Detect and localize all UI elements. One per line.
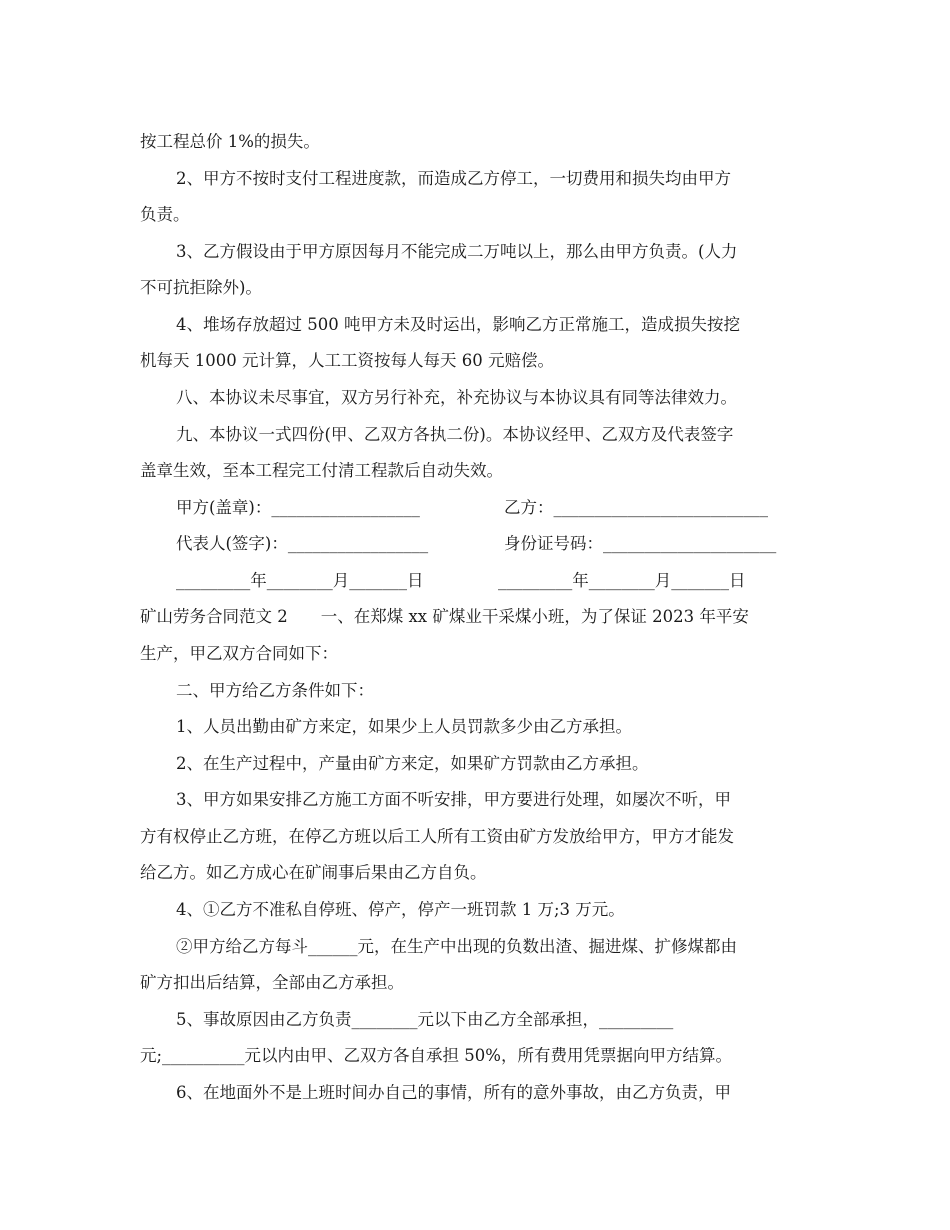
text-line: 元;__________元以内由甲、乙双方各自承担 50%，所有费用凭票据向甲方结算。 (140, 1046, 732, 1065)
text-line: 给乙方。如乙方成心在矿闹事后果由乙方自负。 (140, 863, 487, 882)
text-line: 二、甲方给乙方条件如下： (176, 681, 374, 700)
text-line: 3、甲方如果安排乙方施工方面不听安排，甲方要进行处理，如屡次不听，甲 (176, 790, 731, 809)
text-line: 2、甲方不按时支付工程进度款，而造成乙方停工，一切费用和损失均由甲方 (176, 169, 731, 188)
text-line: 盖章生效，至本工程完工付清工程款后自动失效。 (140, 461, 503, 480)
date-field-a: _________年________月_______日 (176, 571, 424, 590)
text-line: 不可抗拒除外)。 (140, 278, 262, 297)
text-line: 4、①乙方不准私自停班、停产，停产一班罚款 1 万;3 万元。 (176, 900, 625, 919)
text-line: 6、在地面外不是上班时间办自己的事情，所有的意外事故，由乙方负责，甲 (176, 1083, 731, 1102)
party-b-field: 乙方：__________________________ (504, 498, 768, 517)
text-line: 负责。 (140, 205, 190, 224)
text-line: 机每天 1000 元计算，人工工资按每人每天 60 元赔偿。 (140, 351, 554, 370)
text-line: 3、乙方假设由于甲方原因每月不能完成二万吨以上，那么由甲方负责。(人力 (176, 242, 738, 261)
id-number-field: 身份证号码：_____________________ (504, 534, 777, 553)
text-line: 5、事故原因由乙方负责________元以下由乙方全部承担，_________ (176, 1010, 674, 1029)
date-field-b: _________年________月_______日 (498, 571, 746, 590)
text-line: 矿方扣出后结算，全部由乙方承担。 (140, 973, 404, 992)
text-line: 1、人员出勤由矿方来定，如果少上人员罚款多少由乙方承担。 (176, 717, 632, 736)
text-line: 八、本协议未尽事宜，双方另行补充，补充协议与本协议具有同等法律效力。 (176, 388, 737, 407)
text-line: 矿山劳务合同范文 2 一、在郑煤 xx 矿煤业干采煤小班，为了保证 2023 年平安 (140, 607, 749, 626)
text-line: 按工程总价 1%的损失。 (140, 132, 320, 151)
text-line: 2、在生产过程中，产量由矿方来定，如果矿方罚款由乙方承担。 (176, 754, 649, 773)
representative-signature-field: 代表人(签字)：_________________ (176, 534, 429, 553)
text-line: 方有权停止乙方班，在停乙方班以后工人所有工资由矿方发放给甲方，甲方才能发 (140, 827, 734, 846)
text-line: 九、本协议一式四份(甲、乙双方各执二份)。本协议经甲、乙双方及代表签字 (176, 425, 734, 444)
party-a-seal-field: 甲方(盖章)：__________________ (176, 498, 420, 517)
text-line: ②甲方给乙方每斗______元，在生产中出现的负数出渣、掘进煤、扩修煤都由 (176, 937, 737, 956)
text-line: 生产，甲乙双方合同如下： (140, 644, 338, 663)
text-line: 4、堆场存放超过 500 吨甲方未及时运出，影响乙方正常施工，造成损失按挖 (176, 315, 740, 334)
